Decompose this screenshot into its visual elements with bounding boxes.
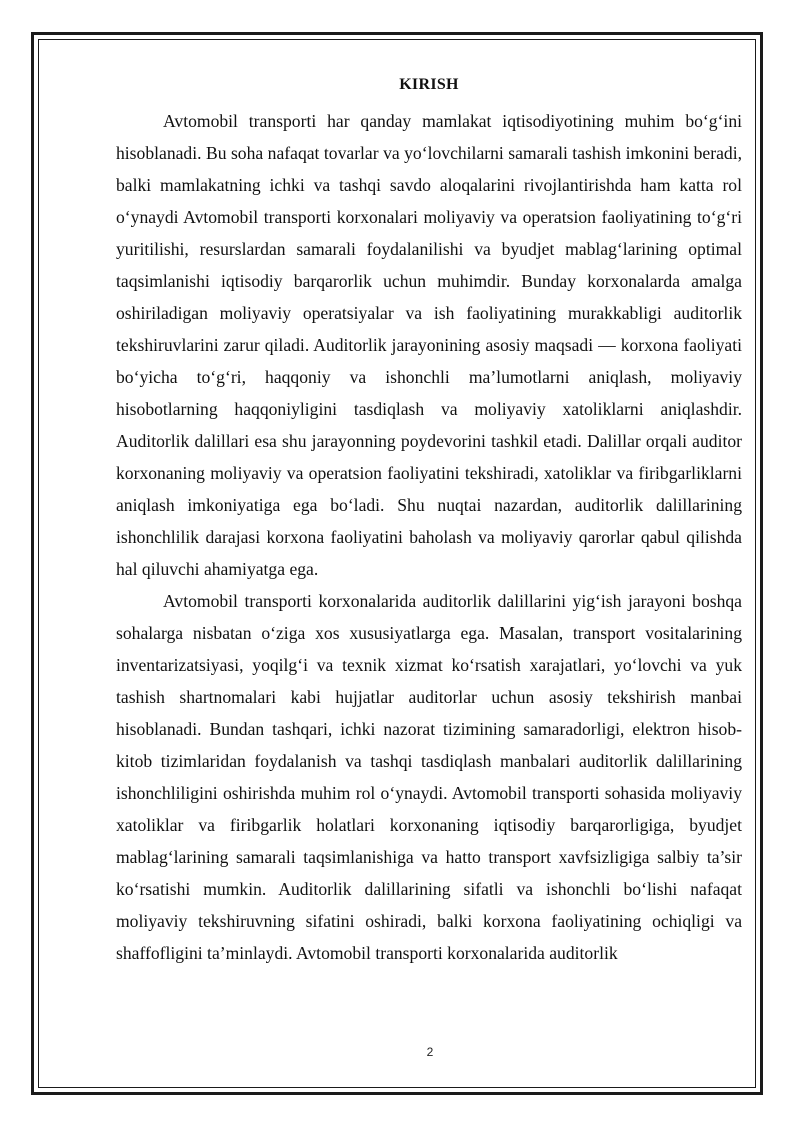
- document-body: [116, 74, 742, 969]
- section-title: KIRISH: [399, 76, 459, 93]
- page-number: 2: [426, 1045, 434, 1059]
- paragraph-1: Avtomobil transporti har qanday mamlakat iqtisodiyotining muhim bo‘g‘ini hisoblanadi. Bu soha nafaqat tovarlar va yo‘lovchilarni samarali tashish imkonini beradi, balki mamlakatning ichki va tashqi savdo aloqalarini rivojlantirishda ham katta rol o‘ynaydi Avtomobil transporti korxonalari moliyaviy va operatsion faoliyatining to‘g‘ri yuritilishi, resurslardan samarali foydalanilishi va byudjet mablag‘larining optimal taqsimlanishi iqtisodiy barqarorlik uchun muhimdir. Bunday korxonalarda amalga oshiriladigan moliyaviy operatsiyalar va ish faoliyatining murakkabligi auditorlik tekshiruvlarini zarur qiladi. Auditorlik jarayonining asosiy maqsadi — korxona faoliyati bo‘yicha to‘g‘ri, haqqoniy va ishonchli ma’lumotlarni aniqlash, moliyaviy hisobotlarning haqqoniyligini tasdiqlash va moliyaviy xatoliklarni aniqlashdir. Auditorlik dalillari esa shu jarayonning poydevorini tashkil etadi. Dalillar orqali auditor korxonaning moliyaviy va operatsion faoliyatini tekshiradi, xatoliklar va firibgarliklarni aniqlash imkoniyatiga ega bo‘ladi. Shu nuqtai nazardan, auditorlik dalillarining ishonchlilik darajasi korxona faoliyatini baholash va moliyaviy qarorlar qabul qilishda hal qiluvchi ahamiyatga ega.: [116, 111, 742, 579]
- paragraph-2: Avtomobil transporti korxonalarida auditorlik dalillarini yig‘ish jarayoni boshqa sohalarga nisbatan o‘ziga xos xususiyatlarga ega. Masalan, transport vositalarining inventarizatsiyasi, yoqilg‘i va texnik xizmat ko‘rsatish xarajatlari, yo‘lovchi va yuk tashish shartnomalari kabi hujjatlar auditorlar uchun asosiy tekshirish manbai hisoblanadi. Bundan tashqari, ichki nazorat tizimining samaradorligi, elektron hisob-kitob tizimlaridan foydalanish va tashqi tasdiqlash manbalari auditorlik dalillarining ishonchliligini oshirishda muhim rol o‘ynaydi. Avtomobil transporti sohasida moliyaviy xatoliklar va firibgarlik holatlari korxonaning iqtisodiy barqarorligiga, byudjet mablag‘larining samarali taqsimlanishiga va hatto transport xavfsizligiga salbiy ta’sir ko‘rsatishi mumkin. Auditorlik dalillarining sifatli va ishonchli bo‘lishi nafaqat moliyaviy tekshiruvning sifatini oshiradi, balki korxona faoliyatining ochiqligi va shaffofligini ta’minlaydi. Avtomobil transporti korxonalarida auditorlik: [116, 591, 742, 963]
